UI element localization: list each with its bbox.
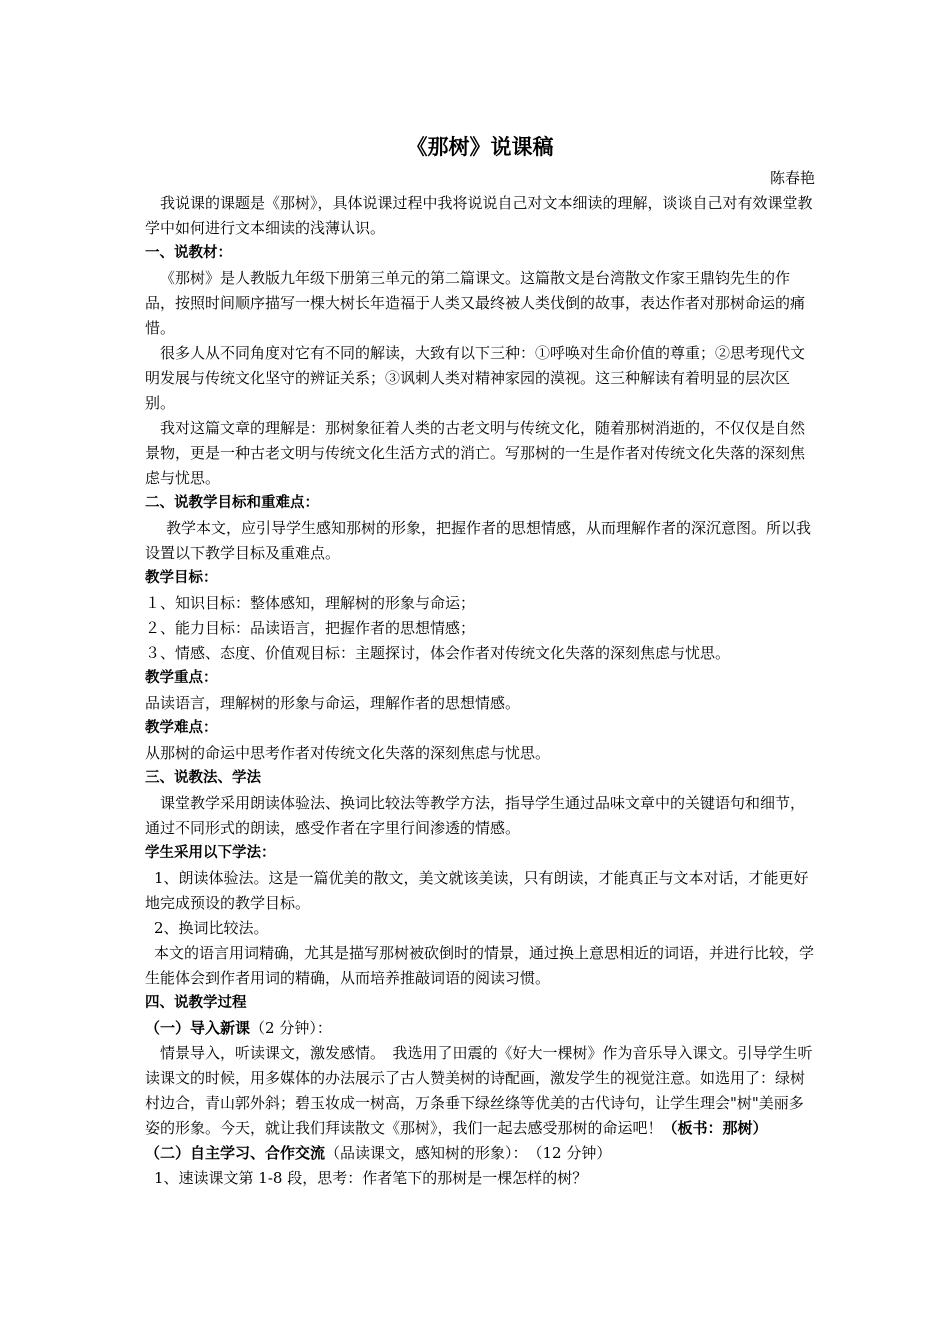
document-page — [145, 130, 815, 1191]
key-points-text: 品读语言，理解树的形象与命运，理解作者的思想情感。 — [145, 694, 521, 712]
section-1-paragraph-1: 《那树》是人教版九年级下册第三单元的第二篇课文。这篇散文是台湾散文作家王鼎钧先生的作品，按照时间顺序描写一棵大树长年造福于人类又最终被人类伐倒的故事，表达作者对那树命运的痛惜。 — [145, 269, 806, 337]
section-1-heading: 一、说教材： — [145, 245, 232, 261]
part-1-label: （一）导入新课 — [145, 1019, 251, 1037]
section-2-paragraph-1: 教学本文，应引导学生感知那树的形象，把握作者的思想情感，从而理解作者的深沉意图。所以我设置以下教学目标及重难点。 — [145, 519, 812, 562]
question-1: 1、速读课文第 1-8 段，思考：作者笔下的那树是一棵怎样的树？ — [154, 1169, 588, 1187]
author-name: 陈春艳 — [769, 169, 815, 187]
goal-item-1: １、知识目标：整体感知，理解树的形象与命运； — [145, 594, 476, 612]
part-1-heading — [145, 1016, 815, 1041]
intro-paragraph: 我说课的课题是《那树》，具体说课过程中我将说说自己对文本细读的理解，谈谈自己对有效课堂教学中如何进行文本细读的浅薄认识。 — [145, 194, 813, 237]
goals-heading: 教学目标： — [145, 570, 218, 586]
section-3-paragraph-1: 课堂教学采用朗读体验法、换词比较法等教学方法，指导学生通过品味文章中的关键语句和细节，通过不同形式的朗读，感受作者在字里行间渗透的情感。 — [145, 794, 806, 837]
part-1-text: 情景导入，听读课文，激发感情。 我选用了田震的《好大一棵树》作为音乐导入课文。引导学生听读课文的时候，用多媒体的办法展示了古人赞美树的诗配画，激发学生的视觉注意。如选用了：绿树村边合，青山郭外斜；碧玉妆成一树高，万条垂下绿丝绦等优美的古代诗句，让学生理会"树"美丽多姿的形象。今天，就让我们拜读散文《那树》，我们一起去感受那树的命运吧！ — [145, 1044, 813, 1137]
learning-method-1: 1、朗读体验法。这是一篇优美的散文，美文就该美读，只有朗读，才能真正与文本对话，才能更好地完成预设的教学目标。 — [145, 869, 809, 912]
part-2-heading — [145, 1141, 815, 1166]
page-title: 《那树》说课稿 — [406, 135, 554, 159]
key-points-heading: 教学重点： — [145, 670, 218, 686]
part-1-board-note: （板书：那树） — [662, 1119, 768, 1137]
part-2-label: （二）自主学习、合作交流 — [145, 1144, 326, 1162]
goal-item-2: ２、能力目标：品读语言，把握作者的思想情感； — [145, 619, 476, 637]
learning-methods-heading: 学生采用以下学法： — [145, 845, 276, 861]
part-2-subtitle: （品读课文，感知树的形象）： （12 分钟） — [325, 1144, 612, 1162]
section-1-paragraph-2: 很多人从不同角度对它有不同的解读，大致有以下三种：①呼唤对生命价值的尊重；②思考现代文明发展与传统文化坚守的辨证关系；③讽刺人类对精神家园的漠视。这三种解读有着明显的层次区别。 — [145, 344, 806, 412]
part-1-paragraph — [145, 1041, 815, 1141]
difficult-points-heading: 教学难点： — [145, 720, 218, 736]
section-4-heading: 四、说教学过程 — [145, 995, 247, 1011]
learning-method-2-detail: 本文的语言用词精确，尤其是描写那树被砍倒时的情景，通过换上意思相近的词语，并进行比较，学生能体会到作者用词的精确，从而培养推敲词语的阅读习惯。 — [145, 944, 815, 987]
part-1-time: （2 分钟）： — [250, 1019, 332, 1037]
learning-method-2: 2、换词比较法。 — [154, 919, 269, 937]
section-2-heading: 二、说教学目标和重难点： — [145, 495, 319, 511]
section-1-paragraph-3: 我对这篇文章的理解是：那树象征着人类的古老文明与传统文化，随着那树消逝的，不仅仅是自然景物，更是一种古老文明与传统文化生活方式的消亡。写那树的一生是作者对传统文化失落的深刻焦虑与忧思。 — [145, 419, 806, 487]
section-3-heading: 三、说教法、学法 — [145, 770, 261, 786]
goal-item-3: ３、情感、态度、价值观目标：主题探讨，体会作者对传统文化失落的深刻焦虑与忧思。 — [145, 644, 731, 662]
difficult-points-text: 从那树的命运中思考作者对传统文化失落的深刻焦虑与忧思。 — [145, 744, 551, 762]
